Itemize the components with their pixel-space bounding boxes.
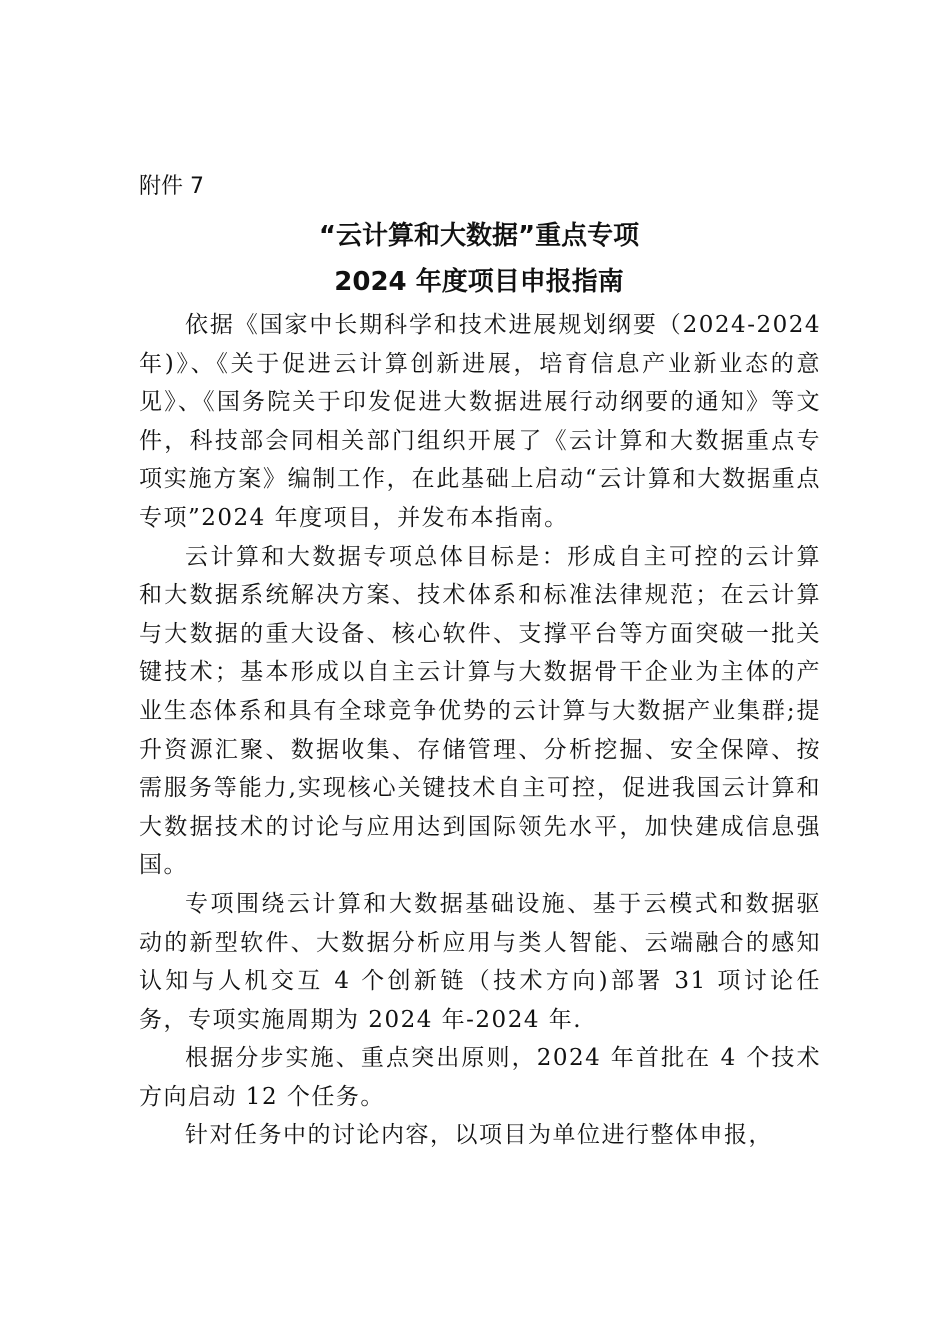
body-paragraph-first-batch: 根据分步实施、重点突出原则，2024 年首批在 4 个技术方向启动 12 个任务。 (139, 1045, 821, 1110)
document-title-line-2: 2024 年度项目申报指南 (334, 267, 624, 297)
attachment-label: 附件 7 (139, 174, 204, 199)
body-paragraph-goals: 云计算和大数据专项总体目标是：形成自主可控的云计算和大数据系统解决方案、技术体系和标准法律规范；在云计算与大数据的重大设备、核心软件、支撑平台等方面突破一批关键技术；基本形成以自主云计算与大数据骨干企业为主体的产业生态体系和具有全球竞争优势的云计算与大数据产业集群;提升资源汇聚、数据收集、存储管理、分析挖掘、安全保障、按需服务等能力,实现核心关键技术自主可控，促进我国云计算和大数据技术的讨论与应用达到国际领先水平，加快建成信息强国。 (139, 543, 821, 879)
body-paragraph-basis: 依据《国家中长期科学和技术进展规划纲要（2024-2024年)》、《关于促进云计算创新进展，培育信息产业新业态的意见》、《国务院关于印发促进大数据进展行动纲要的通知》等文件，科技部会同相关部门组织开展了《云计算和大数据重点专项实施方案》编制工作，在此基础上启动“云计算和大数据重点专项”2024 年度项目，并发布本指南。 (139, 312, 821, 531)
body-paragraph-tasks: 专项围绕云计算和大数据基础设施、基于云模式和数据驱动的新型软件、大数据分析应用与类人智能、云端融合的感知认知与人机交互 4 个创新链（技术方向)部署 31 项讨论任务，专项实施周期为 2024 年-2024 年. (139, 890, 821, 1033)
document-body (139, 306, 821, 1155)
body-paragraph-application: 针对任务中的讨论内容，以项目为单位进行整体申报， (185, 1122, 773, 1149)
document-title-line-1: “云计算和大数据”重点专项 (318, 221, 640, 251)
